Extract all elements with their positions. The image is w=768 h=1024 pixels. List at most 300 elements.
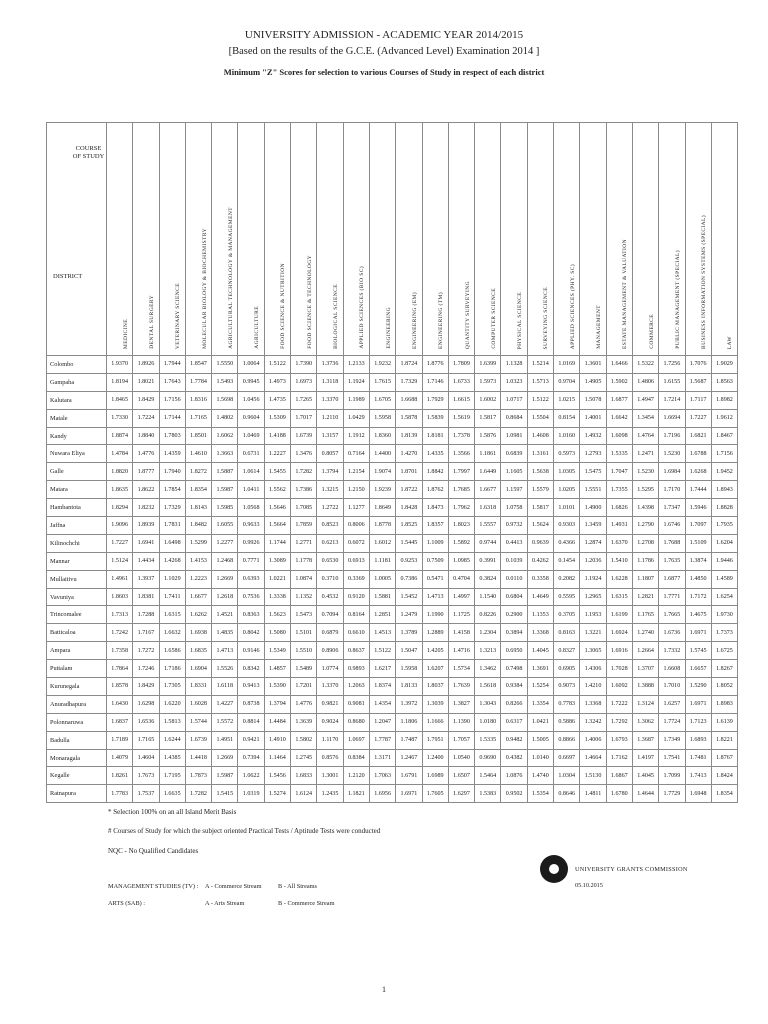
zscore-cell: 1.6632 bbox=[159, 624, 185, 642]
zscore-cell: 1.4776 bbox=[291, 695, 317, 713]
zscore-cell: 1.2722 bbox=[317, 499, 343, 517]
zscore-cell: 1.0614 bbox=[238, 463, 264, 481]
zscore-cell: 1.7355 bbox=[606, 481, 632, 499]
zscore-cell: 1.8578 bbox=[107, 678, 133, 696]
zscore-cell: 1.6867 bbox=[606, 767, 632, 785]
zscore-cell: 1.8465 bbox=[107, 391, 133, 409]
zscore-cell: 1.7195 bbox=[159, 767, 185, 785]
zscore-cell: 0.8814 bbox=[238, 713, 264, 731]
zscore-cell: 1.6315 bbox=[606, 588, 632, 606]
zscore-cell: 0.3358 bbox=[527, 570, 553, 588]
zscore-cell: 1.4268 bbox=[159, 552, 185, 570]
zscore-cell: 1.3691 bbox=[527, 660, 553, 678]
zscore-cell: 1.0101 bbox=[554, 499, 580, 517]
zscore-cell: 1.5958 bbox=[396, 660, 422, 678]
zscore-cell: 1.6449 bbox=[475, 463, 501, 481]
zscore-cell: 1.2874 bbox=[580, 534, 606, 552]
zscore-cell: 1.7170 bbox=[659, 481, 685, 499]
zscore-cell: 1.4675 bbox=[685, 606, 711, 624]
zscore-cell: 1.4521 bbox=[212, 606, 238, 624]
zscore-cell: 1.7386 bbox=[291, 481, 317, 499]
course-header-label: MEDICINE bbox=[122, 318, 129, 349]
zscore-cell: 1.0304 bbox=[554, 767, 580, 785]
zscore-cell: 0.5886 bbox=[554, 713, 580, 731]
zscore-cell: 1.7292 bbox=[606, 713, 632, 731]
zscore-cell: 1.0221 bbox=[264, 570, 290, 588]
zscore-cell: 1.3171 bbox=[369, 749, 395, 767]
course-header-label: BUSINESS INFORMATION SYSTEMS (SPECIAL) bbox=[701, 215, 708, 349]
district-name: Vavuniya bbox=[47, 588, 107, 606]
zscore-cell: 1.2036 bbox=[580, 552, 606, 570]
zscore-cell: 1.4610 bbox=[185, 445, 211, 463]
zscore-cell: 1.6688 bbox=[396, 391, 422, 409]
zscore-cell: 1.4079 bbox=[107, 749, 133, 767]
zscore-cell: 0.9633 bbox=[238, 517, 264, 535]
zscore-cell: 1.1924 bbox=[343, 373, 369, 391]
zscore-cell: 1.8547 bbox=[185, 356, 211, 374]
zscore-cell: 1.6837 bbox=[107, 713, 133, 731]
zscore-cell: 1.7222 bbox=[606, 695, 632, 713]
zscore-cell: 1.7639 bbox=[448, 678, 474, 696]
zscore-cell: 1.6228 bbox=[606, 570, 632, 588]
zscore-cell: 1.6155 bbox=[659, 373, 685, 391]
zscore-cell: 1.3888 bbox=[632, 678, 658, 696]
zscore-cell: 0.6913 bbox=[343, 552, 369, 570]
zscore-cell: 1.6244 bbox=[159, 731, 185, 749]
zscore-cell: 1.6615 bbox=[448, 391, 474, 409]
table-row bbox=[47, 356, 738, 374]
zscore-cell: 0.0110 bbox=[501, 570, 527, 588]
zscore-cell: 1.3124 bbox=[632, 695, 658, 713]
zscore-cell: 1.1540 bbox=[475, 588, 501, 606]
zscore-cell: 0.9482 bbox=[501, 731, 527, 749]
zscore-cell: 1.7809 bbox=[448, 356, 474, 374]
zscore-cell: 1.3161 bbox=[527, 445, 553, 463]
zscore-cell: 1.3221 bbox=[580, 624, 606, 642]
zscore-cell: 1.7076 bbox=[685, 356, 711, 374]
zscore-cell: 1.1352 bbox=[291, 588, 317, 606]
zscore-cell: 1.0717 bbox=[501, 391, 527, 409]
zscore-cell: 0.9146 bbox=[238, 642, 264, 660]
zscore-cell: 1.9452 bbox=[711, 463, 737, 481]
zscore-cell: 1.6877 bbox=[606, 391, 632, 409]
zscore-cell: 1.2047 bbox=[369, 713, 395, 731]
zscore-cell: 1.2740 bbox=[632, 624, 658, 642]
zscore-cell: 1.0774 bbox=[317, 660, 343, 678]
course-header bbox=[448, 123, 474, 356]
zscore-cell: 1.8473 bbox=[422, 499, 448, 517]
zscore-cell: 1.7162 bbox=[606, 749, 632, 767]
zscore-cell: 1.8649 bbox=[369, 499, 395, 517]
zscore-cell: 1.6746 bbox=[659, 517, 685, 535]
zscore-cell: 1.3972 bbox=[396, 695, 422, 713]
zscore-cell: 1.4905 bbox=[580, 373, 606, 391]
zscore-cell: 1.5299 bbox=[185, 534, 211, 552]
zscore-cell: 1.6399 bbox=[475, 356, 501, 374]
zscore-cell: 1.8778 bbox=[369, 517, 395, 535]
zscore-cell: 1.4947 bbox=[632, 391, 658, 409]
zscore-table bbox=[46, 122, 738, 803]
zscore-cell: 1.6924 bbox=[606, 624, 632, 642]
zscore-cell: 1.4932 bbox=[580, 427, 606, 445]
zscore-cell: 1.5455 bbox=[264, 463, 290, 481]
zscore-cell: 1.2063 bbox=[343, 678, 369, 696]
zscore-cell: 1.2479 bbox=[396, 606, 422, 624]
zscore-cell: 1.2745 bbox=[291, 749, 317, 767]
zscore-cell: 1.4513 bbox=[369, 624, 395, 642]
zscore-cell: 1.6608 bbox=[659, 660, 685, 678]
zscore-cell: 1.2277 bbox=[212, 534, 238, 552]
zscore-cell: 1.8482 bbox=[185, 517, 211, 535]
zscore-cell: 1.2471 bbox=[632, 445, 658, 463]
zscore-cell: 1.3794 bbox=[264, 695, 290, 713]
zscore-cell: 1.0411 bbox=[238, 481, 264, 499]
zscore-cell: 1.5646 bbox=[264, 499, 290, 517]
zscore-cell: 1.2133 bbox=[343, 356, 369, 374]
zscore-cell: 1.2664 bbox=[632, 642, 658, 660]
zscore-cell: 1.7685 bbox=[448, 481, 474, 499]
table-row bbox=[47, 481, 738, 499]
district-name: Kurunegala bbox=[47, 678, 107, 696]
district-name: Kalutara bbox=[47, 391, 107, 409]
ugc-seal-icon bbox=[540, 855, 568, 883]
zscore-cell: 1.2708 bbox=[632, 534, 658, 552]
zscore-cell: 1.4900 bbox=[580, 499, 606, 517]
zscore-cell: 1.6780 bbox=[606, 785, 632, 803]
zscore-cell: 0.3991 bbox=[475, 552, 501, 570]
zscore-cell: 1.2223 bbox=[185, 570, 211, 588]
zscore-cell: 1.7605 bbox=[422, 785, 448, 803]
zscore-cell: 1.8635 bbox=[107, 481, 133, 499]
zscore-cell: 1.3687 bbox=[632, 731, 658, 749]
zscore-cell: 0.7498 bbox=[501, 660, 527, 678]
zscore-cell: 1.7378 bbox=[448, 427, 474, 445]
zscore-cell: 1.4857 bbox=[264, 660, 290, 678]
zscore-cell: 1.6642 bbox=[606, 409, 632, 427]
zscore-cell: 1.8424 bbox=[711, 767, 737, 785]
zscore-cell: 0.9421 bbox=[238, 731, 264, 749]
zscore-cell: 1.7214 bbox=[659, 391, 685, 409]
zscore-cell: 1.7017 bbox=[291, 409, 317, 427]
zscore-cell: 1.4006 bbox=[580, 731, 606, 749]
zscore-cell: 1.2821 bbox=[632, 588, 658, 606]
course-header-label: AGRICULTURAL TECHNOLOGY & MANAGEMENT bbox=[227, 207, 234, 349]
zscore-cell: 1.7165 bbox=[185, 409, 211, 427]
zscore-cell: 1.6791 bbox=[396, 767, 422, 785]
zscore-cell: 1.3789 bbox=[396, 624, 422, 642]
zscore-cell: 1.3794 bbox=[317, 463, 343, 481]
zscore-cell: 1.6012 bbox=[369, 534, 395, 552]
course-header bbox=[133, 123, 159, 356]
zscore-cell: 1.7282 bbox=[185, 785, 211, 803]
zscore-cell: 0.9945 bbox=[238, 373, 264, 391]
zscore-cell: 1.5557 bbox=[475, 517, 501, 535]
zscore-cell: 1.5813 bbox=[159, 713, 185, 731]
table-row bbox=[47, 552, 738, 570]
zscore-cell: 1.7063 bbox=[369, 767, 395, 785]
zscore-cell: 1.6498 bbox=[159, 534, 185, 552]
zscore-cell: 1.7951 bbox=[422, 731, 448, 749]
course-header-label: AGRICULTURE bbox=[254, 306, 261, 349]
zscore-cell: 1.9232 bbox=[369, 356, 395, 374]
zscore-cell: 1.1924 bbox=[580, 570, 606, 588]
zscore-cell: 1.6739 bbox=[291, 427, 317, 445]
zscore-cell: 1.7831 bbox=[159, 517, 185, 535]
zscore-cell: 1.9370 bbox=[107, 356, 133, 374]
zscore-cell: 1.5445 bbox=[396, 534, 422, 552]
zscore-cell: 1.5876 bbox=[475, 427, 501, 445]
zscore-cell: 1.8722 bbox=[396, 481, 422, 499]
district-name: Jaffna bbox=[47, 517, 107, 535]
zscore-cell: 1.4188 bbox=[264, 427, 290, 445]
zscore-cell: 1.9446 bbox=[711, 552, 737, 570]
zscore-cell: 1.7724 bbox=[659, 713, 685, 731]
zscore-cell: 0.1039 bbox=[501, 552, 527, 570]
zscore-cell: 1.7117 bbox=[685, 391, 711, 409]
zscore-cell: 1.4835 bbox=[212, 624, 238, 642]
zscore-cell: 1.6725 bbox=[711, 642, 737, 660]
zscore-cell: 1.2150 bbox=[343, 481, 369, 499]
zscore-cell: 1.6139 bbox=[711, 713, 737, 731]
zscore-cell: 1.0622 bbox=[238, 767, 264, 785]
zscore-cell: 0.6072 bbox=[343, 534, 369, 552]
zscore-cell: 0.9690 bbox=[475, 749, 501, 767]
zscore-cell: 1.5452 bbox=[396, 588, 422, 606]
zscore-cell: 1.4045 bbox=[527, 642, 553, 660]
course-header-label: ENGINEERING bbox=[385, 307, 392, 349]
course-header bbox=[659, 123, 685, 356]
course-header bbox=[369, 123, 395, 356]
zscore-cell: 0.3894 bbox=[501, 624, 527, 642]
zscore-cell: 1.6821 bbox=[685, 427, 711, 445]
course-header bbox=[632, 123, 658, 356]
zscore-cell: 1.7347 bbox=[659, 499, 685, 517]
zscore-cell: 0.9253 bbox=[396, 552, 422, 570]
course-header bbox=[501, 123, 527, 356]
zscore-cell: 1.5383 bbox=[475, 785, 501, 803]
zscore-cell: 0.4366 bbox=[554, 534, 580, 552]
zscore-cell: 1.8603 bbox=[107, 588, 133, 606]
arts-stream-b: B - Commerce Stream bbox=[278, 900, 335, 907]
zscore-cell: 0.6393 bbox=[238, 570, 264, 588]
zscore-cell: 0.8057 bbox=[317, 445, 343, 463]
zscore-cell: 1.7196 bbox=[659, 427, 685, 445]
zscore-cell: 1.4418 bbox=[185, 749, 211, 767]
zscore-cell: 1.1861 bbox=[475, 445, 501, 463]
zscore-cell: 1.3001 bbox=[317, 767, 343, 785]
zscore-cell: 1.2793 bbox=[580, 445, 606, 463]
zscore-cell: 1.8467 bbox=[711, 427, 737, 445]
zscore-cell: 1.1170 bbox=[317, 731, 343, 749]
zscore-cell: 1.6536 bbox=[133, 713, 159, 731]
zscore-cell: 1.0305 bbox=[554, 463, 580, 481]
zscore-cell: 1.2400 bbox=[422, 749, 448, 767]
zscore-cell: 1.3213 bbox=[475, 642, 501, 660]
table-row bbox=[47, 767, 738, 785]
zscore-cell: 0.7536 bbox=[238, 588, 264, 606]
zscore-cell: 1.6297 bbox=[448, 785, 474, 803]
course-header bbox=[212, 123, 238, 356]
zscore-cell: 1.4205 bbox=[422, 642, 448, 660]
zscore-cell: 1.4335 bbox=[422, 445, 448, 463]
course-header bbox=[685, 123, 711, 356]
district-name: Monaragala bbox=[47, 749, 107, 767]
zscore-cell: 1.6586 bbox=[159, 642, 185, 660]
course-header-label: ESTATE MANAGEMENT & VALUATION bbox=[622, 238, 629, 349]
zscore-cell: 0.4704 bbox=[448, 570, 474, 588]
district-name: Matale bbox=[47, 409, 107, 427]
zscore-cell: 1.7783 bbox=[107, 785, 133, 803]
zscore-cell: 1.8381 bbox=[133, 588, 159, 606]
zscore-cell: 0.8523 bbox=[317, 517, 343, 535]
arts-label: ARTS (SAB) : bbox=[108, 900, 146, 907]
zscore-cell: 1.0064 bbox=[238, 356, 264, 374]
zscore-cell: 1.5734 bbox=[448, 660, 474, 678]
course-header-label: QUANTITY SURVEYING bbox=[464, 280, 471, 349]
district-name: Kilinochchi bbox=[47, 534, 107, 552]
zscore-cell: 1.7997 bbox=[448, 463, 474, 481]
zscore-cell: 0.4532 bbox=[317, 588, 343, 606]
zscore-cell: 1.0469 bbox=[238, 427, 264, 445]
zscore-cell: 1.7784 bbox=[185, 373, 211, 391]
course-header bbox=[264, 123, 290, 356]
zscore-cell: 1.6833 bbox=[291, 767, 317, 785]
zscore-cell: 1.6736 bbox=[659, 624, 685, 642]
zscore-cell: 1.4434 bbox=[133, 552, 159, 570]
table-caption: Minimum "Z" Scores for selection to various Courses of Study in respect of each district bbox=[223, 67, 545, 77]
table-row bbox=[47, 409, 738, 427]
zscore-cell: 0.8327 bbox=[554, 642, 580, 660]
table-row bbox=[47, 785, 738, 803]
zscore-cell: 1.5489 bbox=[291, 660, 317, 678]
zscore-cell: 0.3369 bbox=[343, 570, 369, 588]
zscore-cell: 1.7189 bbox=[107, 731, 133, 749]
zscore-cell: 1.6941 bbox=[133, 534, 159, 552]
zscore-cell: 1.1666 bbox=[422, 713, 448, 731]
zscore-cell: 1.5623 bbox=[264, 606, 290, 624]
zscore-cell: 1.7172 bbox=[685, 588, 711, 606]
zscore-cell: 1.5973 bbox=[475, 373, 501, 391]
zscore-cell: 1.1912 bbox=[343, 427, 369, 445]
zscore-cell: 1.4354 bbox=[369, 695, 395, 713]
zscore-cell: 1.5624 bbox=[527, 517, 553, 535]
table-row bbox=[47, 678, 738, 696]
zscore-cell: 0.9926 bbox=[238, 534, 264, 552]
zscore-cell: 0.2900 bbox=[501, 606, 527, 624]
zscore-cell: 1.6028 bbox=[185, 695, 211, 713]
zscore-cell: 0.5595 bbox=[554, 588, 580, 606]
zscore-cell: 1.1353 bbox=[527, 606, 553, 624]
zscore-cell: 1.7242 bbox=[107, 624, 133, 642]
zscore-cell: 1.8724 bbox=[396, 356, 422, 374]
zscore-cell: 1.7803 bbox=[159, 427, 185, 445]
zscore-cell: 1.7047 bbox=[606, 463, 632, 481]
zscore-cell: 1.8701 bbox=[396, 463, 422, 481]
zscore-cell: 1.3065 bbox=[580, 642, 606, 660]
zscore-cell: 1.3368 bbox=[580, 695, 606, 713]
zscore-cell: 1.7962 bbox=[448, 499, 474, 517]
zscore-cell: 1.6002 bbox=[475, 391, 501, 409]
zscore-cell: 1.3118 bbox=[317, 373, 343, 391]
zscore-cell: 1.0421 bbox=[527, 713, 553, 731]
course-header-label: PHYSICAL SCIENCE bbox=[517, 291, 524, 349]
zscore-cell: 1.5551 bbox=[580, 481, 606, 499]
district-name: Trincomalee bbox=[47, 606, 107, 624]
zscore-cell: 1.4045 bbox=[632, 767, 658, 785]
zscore-cell: 0.8164 bbox=[343, 606, 369, 624]
zscore-cell: 1.3827 bbox=[448, 695, 474, 713]
zscore-cell: 1.1953 bbox=[580, 606, 606, 624]
zscore-cell: 1.8143 bbox=[185, 499, 211, 517]
zscore-cell: 1.7413 bbox=[685, 767, 711, 785]
zscore-cell: 1.6254 bbox=[711, 588, 737, 606]
district-name: Puttalam bbox=[47, 660, 107, 678]
zscore-cell: 1.7224 bbox=[133, 409, 159, 427]
zscore-cell: 1.2790 bbox=[632, 517, 658, 535]
course-header bbox=[291, 123, 317, 356]
zscore-cell: 0.7783 bbox=[554, 695, 580, 713]
zscore-cell: 1.5881 bbox=[369, 588, 395, 606]
zscore-cell: 1.7390 bbox=[291, 356, 317, 374]
district-name: Ampara bbox=[47, 642, 107, 660]
zscore-cell: 1.4802 bbox=[212, 409, 238, 427]
management-studies-label: MANAGEMENT STUDIES (TV) : bbox=[108, 883, 199, 890]
zscore-cell: 1.6973 bbox=[291, 373, 317, 391]
zscore-cell: 1.7256 bbox=[659, 356, 685, 374]
zscore-cell: 1.0456 bbox=[238, 391, 264, 409]
zscore-cell: 1.6092 bbox=[606, 678, 632, 696]
zscore-cell: 1.9096 bbox=[107, 517, 133, 535]
zscore-cell: 1.5109 bbox=[685, 534, 711, 552]
zscore-cell: 1.4716 bbox=[448, 642, 474, 660]
zscore-cell: 1.7097 bbox=[685, 517, 711, 535]
zscore-cell: 1.6971 bbox=[396, 785, 422, 803]
zscore-cell: 1.6318 bbox=[475, 499, 501, 517]
zscore-cell: 1.5619 bbox=[448, 409, 474, 427]
zscore-cell: 0.9893 bbox=[343, 660, 369, 678]
zscore-cell: 1.5987 bbox=[212, 767, 238, 785]
zscore-cell: 1.6199 bbox=[606, 606, 632, 624]
zscore-cell: 0.8906 bbox=[317, 642, 343, 660]
zscore-cell: 1.6733 bbox=[448, 373, 474, 391]
zscore-cell: 1.7635 bbox=[659, 552, 685, 570]
zscore-cell: 1.7144 bbox=[159, 409, 185, 427]
zscore-cell: 1.6971 bbox=[685, 624, 711, 642]
zscore-cell: 1.2889 bbox=[422, 624, 448, 642]
zscore-cell: 1.5504 bbox=[527, 409, 553, 427]
zscore-cell: 1.0697 bbox=[343, 731, 369, 749]
course-header-label: COMMERCE bbox=[648, 314, 655, 349]
table-row bbox=[47, 695, 738, 713]
zscore-cell: 0.8042 bbox=[238, 624, 264, 642]
zscore-cell: 1.8622 bbox=[133, 481, 159, 499]
zscore-cell: 1.0205 bbox=[554, 481, 580, 499]
zscore-cell: 1.4784 bbox=[107, 445, 133, 463]
zscore-cell: 1.7487 bbox=[396, 731, 422, 749]
zscore-cell: 1.8374 bbox=[369, 678, 395, 696]
zscore-cell: 1.7673 bbox=[133, 767, 159, 785]
zscore-cell: 1.7167 bbox=[133, 624, 159, 642]
zscore-cell: 1.6262 bbox=[185, 606, 211, 624]
zscore-cell: 1.1807 bbox=[632, 570, 658, 588]
zscore-cell: 1.7358 bbox=[107, 642, 133, 660]
zscore-cell: 1.7227 bbox=[685, 409, 711, 427]
table-row bbox=[47, 606, 738, 624]
zscore-cell: 0.6950 bbox=[501, 642, 527, 660]
zscore-cell: 1.0180 bbox=[475, 713, 501, 731]
zscore-cell: 1.1778 bbox=[291, 552, 317, 570]
zscore-cell: 0.7164 bbox=[343, 445, 369, 463]
